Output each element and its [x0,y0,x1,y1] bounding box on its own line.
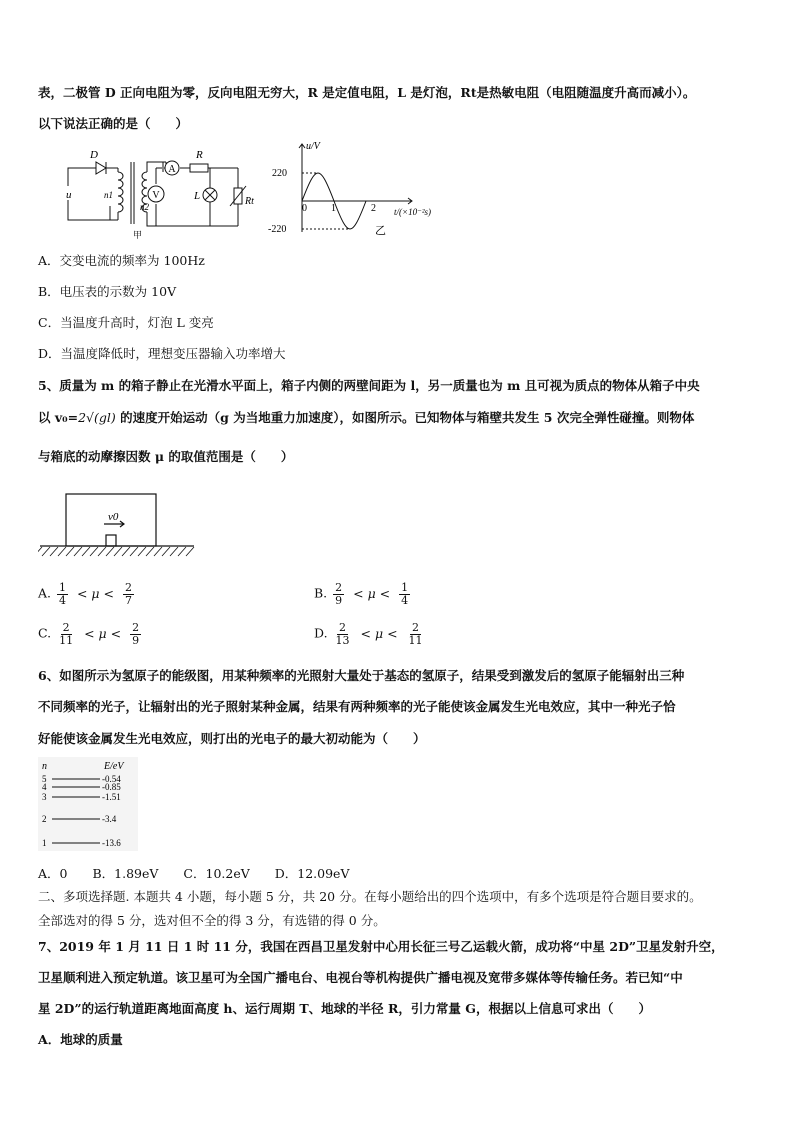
level-energy-3: -1.51 [102,792,121,802]
diode-label: D [90,149,98,161]
n1-label: n1 [104,190,113,200]
graph-x1: 1 [331,203,336,214]
q6-stem-line2: 不同频率的光子，让辐射出的光子照射某种金属，结果有两种频率的光子能使该金属发生光电效应，其中一种光子恰 [38,699,676,714]
q5-stem-line2 [38,408,694,426]
level-n-5: 5 [42,774,47,784]
n2-label: n2 [140,202,149,212]
ammeter-label: A [168,164,176,175]
level-n-2: 2 [42,814,47,824]
level-energy-5: -0.54 [102,774,121,784]
q7-stem-line2: 卫星顺利进入预定轨道。该卫星可为全国广播电台、电视台等机构提供广播电视及宽带多媒体等传输任务。若已知“中 [38,970,683,985]
energy-level-diagram [38,757,138,851]
q4-option-c: C．当温度升高时，灯泡 L 变亮 [38,315,214,330]
level-energy-2: -3.4 [102,814,117,824]
box-figure [38,488,198,560]
q5-option-d: D. $\frac{2}{13}$ < μ < $\frac{2}{11}$ [314,621,423,647]
q7-option-a: A．地球的质量 [38,1032,123,1047]
resistor-label: R [196,149,203,161]
q6-stem-line3: 好能使该金属发生光电效应，则打出的光电子的最大初动能为（ ） [38,731,426,746]
q5-option-a: A. $\frac{1}{4}$ < μ < $\frac{2}{7}$ [38,581,132,607]
figure-yi-caption: 乙 [375,225,386,237]
level-e-header: E/eV [104,761,124,772]
q4-option-a: A．交变电流的频率为 100Hz [38,253,205,268]
source-label: u [66,189,72,201]
q4-option-b: B．电压表的示数为 10V [38,284,177,299]
section2-line1: 二、多项选择题. 本题共 4 小题，每小题 5 分，共 20 分。在每小题给出的四个选项中，有多个选项是符合题目要求的。 [38,889,702,904]
graph-x0: 0 [302,203,307,214]
level-n-header: n [42,761,47,772]
q5-stem-line2-rest: 的速度开始运动（g 为当地重力加速度），如图所示。已知物体与箱壁共发生 5 次完全弹性碰撞。则物体 [115,410,695,425]
level-n-3: 3 [42,792,47,802]
q5-stem-v0-value: 2√(gl) [78,410,116,425]
velocity-label: v0 [108,511,119,523]
q6-options: A．0 B．1.89eV C．10.2eV D．12.09eV [38,866,350,881]
q4-option-d: D．当温度降低时，理想变压器输入功率增大 [38,346,286,361]
q6-stem-line1: 6、如图所示为氢原子的能级图，用某种频率的光照射大量处于基态的氢原子，结果受到激发后的氢原子能辐射出三种 [38,668,685,683]
graph-x2: 2 [371,203,376,214]
level-energy-4: -0.85 [102,782,121,792]
figure-jia-caption: 甲 [133,230,143,240]
graph-y-positive: 220 [272,168,287,179]
q5-option-b: B. $\frac{2}{9}$ < μ < $\frac{1}{4}$ [314,581,409,607]
circuit-diagram [60,148,260,240]
level-energy-1: -13.6 [102,838,121,848]
voltmeter-label: V [152,190,160,201]
q5-stem-line3: 与箱底的动摩擦因数 μ 的取值范围是（ ） [38,449,294,464]
q7-stem-line1: 7、2019 年 1 月 11 日 1 时 11 分，我国在西昌卫星发射中心用长征三号乙运载火箭，成功将“中星 2D”卫星发射升空， [38,939,724,954]
graph-ylabel: u/V [306,141,320,152]
voltage-graph [262,140,462,240]
q4-stem-line1: 表，二极管 D 正向电阻为零，反向电阻无穷大，R 是定值电阻，L 是灯泡，Rt是热敏电阻（电阻随温度升高而减小）。 [38,85,696,100]
thermistor-label: Rt [245,196,254,207]
q7-stem-line3: 星 2D”的运行轨道距离地面高度 h、运行周期 T、地球的半径 R，引力常量 G，根据以上信息可求出（ ） [38,1001,651,1016]
q4-stem-line2: 以下说法正确的是（ ） [38,116,189,131]
graph-xlabel: t/(×10⁻²s) [394,207,432,217]
lamp-label: L [194,190,201,202]
q5-option-c: C. $\frac{2}{11}$ < μ < $\frac{2}{9}$ [38,621,140,647]
graph-y-negative: -220 [268,224,287,235]
level-n-1: 1 [42,838,47,848]
q5-stem-line1: 5、质量为 m 的箱子静止在光滑水平面上，箱子内侧的两壁间距为 l，另一质量也为 m 且可视为质点的物体从箱子中央 [38,378,700,393]
q5-stem-v0: 以 v₀= [38,410,79,425]
level-n-4: 4 [42,782,47,792]
section2-line2: 全部选对的得 5 分，选对但不全的得 3 分，有选错的得 0 分。 [38,913,386,928]
